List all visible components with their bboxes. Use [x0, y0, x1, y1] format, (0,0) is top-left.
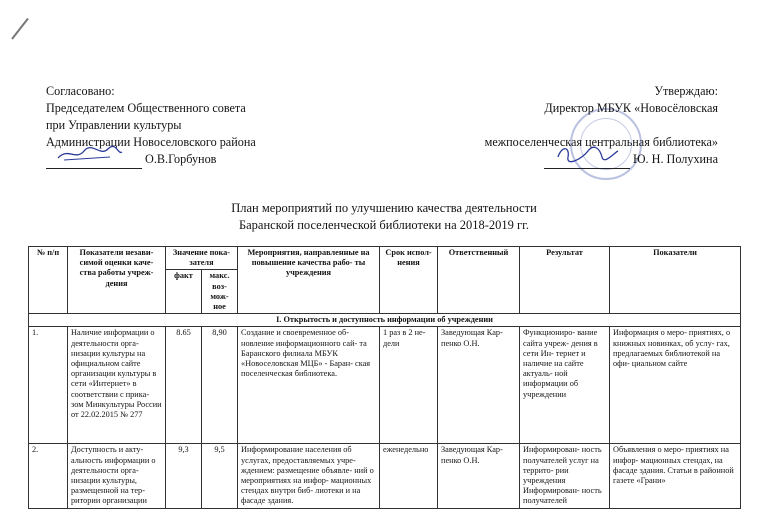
approval-right-line3: межпоселенческая центральная библиотека» — [484, 135, 718, 149]
signature-line-left — [46, 151, 142, 169]
cell-term: 1 раз в 2 не- дели — [380, 327, 438, 444]
header-value: Значение пока- зателя — [166, 247, 238, 270]
cell-max: 9,5 — [202, 444, 238, 508]
cell-measure: Информирование населения об услугах, предоставляемых учре- ждением: размещение объявле- ний о мероприятиях на инфор- мационных стендах внутри биб- лиотеки и на фасаде здания. — [238, 444, 380, 508]
approval-right-line1: Утверждаю: — [654, 84, 718, 98]
cell-term: еженедельно — [380, 444, 438, 508]
cell-fact: 9,3 — [166, 444, 202, 508]
section-title: I. Открытость и доступность информации об учреждении — [29, 314, 741, 327]
cell-max: 8,90 — [202, 327, 238, 444]
header-measures: Мероприятия, направленные на повышение качества рабо- ты учреждения — [238, 247, 380, 314]
handwritten-signature-right — [552, 143, 622, 163]
header-term: Срок испол- нения — [380, 247, 438, 314]
header-result: Результат — [520, 247, 610, 314]
header-metrics: Показатели — [610, 247, 741, 314]
section-row — [29, 314, 741, 327]
cell-result: Информирован- ность получателей услуг на террито- рии учреждения Информирован- ность получателей — [520, 444, 610, 508]
header-fact: факт — [166, 270, 202, 314]
table-row — [29, 327, 741, 444]
document-title-line1: План мероприятий по улучшению качества деятельности — [231, 201, 537, 215]
cell-metric: Информация о меро- приятиях, о книжных новинках, об услу- гах, предлагаемых библиотекой на офи- циальном сайте — [610, 327, 741, 444]
header-max: макс. воз- мож- ное — [202, 270, 238, 314]
cell-metric: Объявления о меро- приятиях на инфор- мационных стендах, на фасаде здания. Статьи в районной газете «Грани» — [610, 444, 741, 508]
scan-mark — [11, 18, 29, 40]
cell-responsible: Заведующая Кар- пенко О.Н. — [438, 327, 520, 444]
approval-right-signer: Ю. Н. Полухина — [633, 152, 718, 166]
approval-left-line3: при Управлении культуры — [46, 118, 182, 132]
approval-left-signer: О.В.Горбунов — [145, 152, 217, 166]
approval-left-line2: Председателем Общественного совета — [46, 101, 246, 115]
approval-left-line4: Администрации Новоселовского района — [46, 135, 256, 149]
table-header-row — [29, 247, 741, 270]
approval-block-right — [358, 83, 718, 169]
approval-block-left — [46, 83, 376, 169]
document-title — [0, 200, 768, 234]
header-indicators: Показатели незави- симой оценки каче- ства работы учреж- дения — [68, 247, 166, 314]
approval-left-line1: Согласовано: — [46, 84, 115, 98]
header-responsible: Ответственный — [438, 247, 520, 314]
cell-result: Функциониро- вание сайта учреж- дения в сети Ин- тернет и наличие на сайте актуаль- ной информации об учреждении — [520, 327, 610, 444]
cell-num: 2. — [29, 444, 68, 508]
handwritten-signature-left — [54, 143, 124, 163]
approval-right-line2: Директор МБУК «Новосёловская — [544, 101, 718, 115]
cell-measure: Создание и своевременное об- новление информационного сай- та Баранского филиала МБУК «Новоселовская МЦБ» - Баран- ская поселенческая библиотека. — [238, 327, 380, 444]
cell-num: 1. — [29, 327, 68, 444]
cell-indicator: Доступность и акту- альность информации о деятельности орга- низации культуры, размещенной на тер- ритории организации — [68, 444, 166, 508]
cell-responsible: Заведующая Кар- пенко О.Н. — [438, 444, 520, 508]
signature-line-right — [544, 151, 630, 169]
table-row — [29, 444, 741, 508]
header-num: № п/п — [29, 247, 68, 314]
plan-table — [28, 246, 741, 509]
approval-left-signature-row — [46, 151, 376, 169]
cell-fact: 8.65 — [166, 327, 202, 444]
document-title-line2: Баранской поселенческой библиотеки на 2018-2019 гг. — [238, 218, 530, 232]
approval-right-signature-row — [358, 151, 718, 169]
cell-indicator: Наличие информации о деятельности орга- низации культуры на официальном сайте организации культуры в сети «Интернет» в соответствии с прика- зом Минкультуры России от 22.02.2015 № 277 — [68, 327, 166, 444]
